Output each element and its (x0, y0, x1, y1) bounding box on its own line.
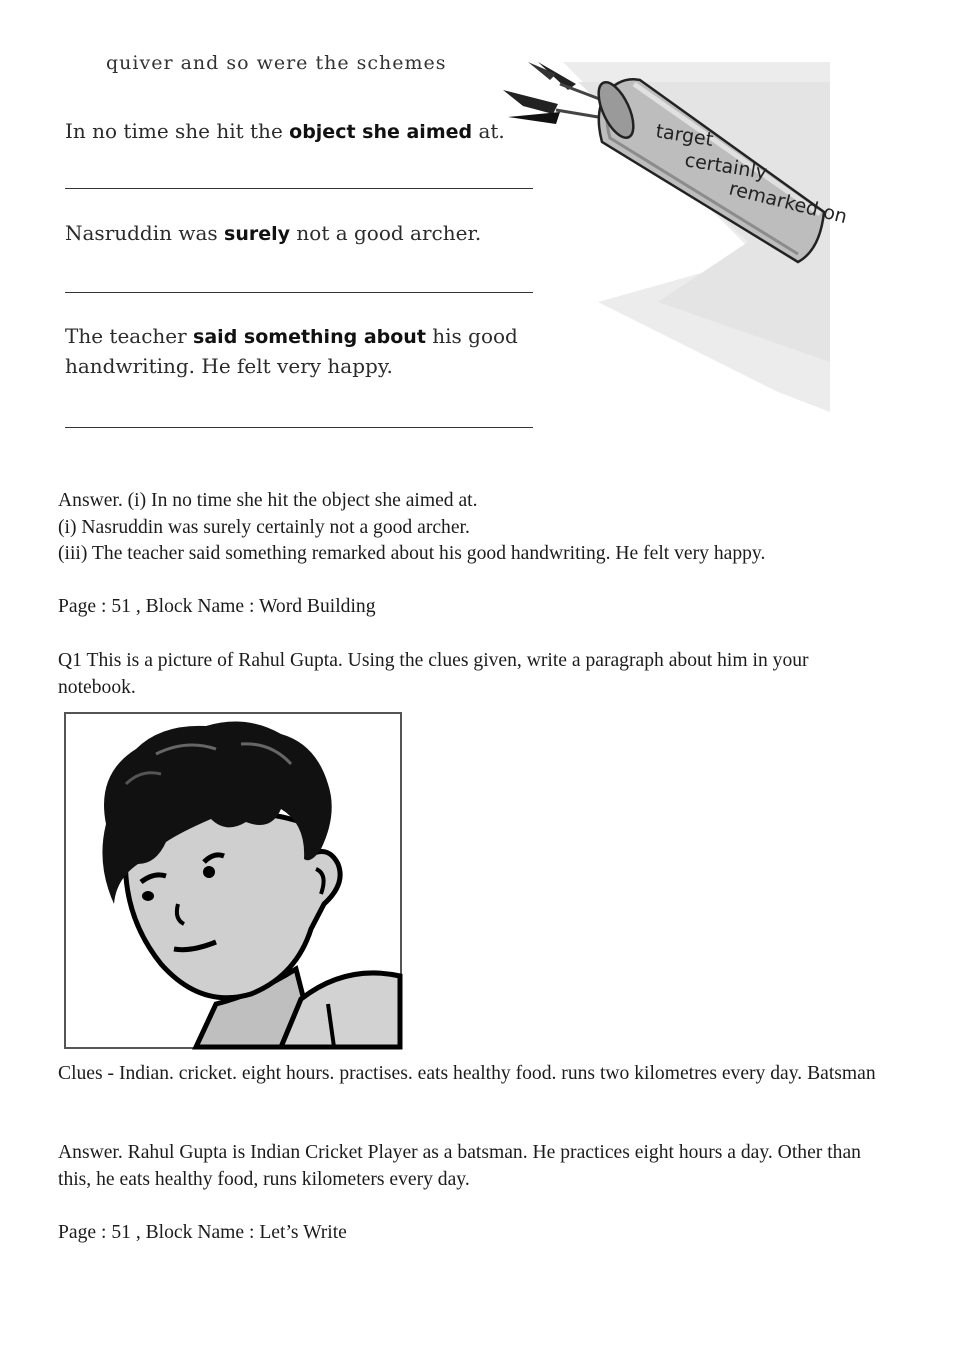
quiver-illustration (498, 62, 850, 282)
answer1-line3: (iii) The teacher said something remarked about his good handwriting. He felt very happy. (58, 543, 766, 564)
exercise-sentence-3-line2: handwriting. He felt very happy. (65, 354, 393, 378)
quiver-word-1: target (654, 120, 715, 151)
quiver-word-3: remarked on (726, 177, 850, 229)
page-reference-1: Page : 51 , Block Name : Word Building (58, 596, 376, 617)
question-1: Q1 This is a picture of Rahul Gupta. Using the clues given, write a paragraph about him in your notebook. (58, 650, 809, 698)
boy-face-illustration (66, 714, 400, 1047)
exercise-sentence-2: Nasruddin was surely not a good archer. (65, 221, 482, 245)
answer1-line2: (i) Nasruddin was surely certainly not a good archer. (58, 516, 470, 538)
quiver-word-2: certainly (683, 149, 769, 184)
exercise-scan (58, 52, 850, 434)
answer-line-2 (65, 292, 533, 293)
answer1-line1: Answer. (i) In no time she hit the object she aimed at. (58, 490, 478, 511)
arrow-feather-icon (538, 62, 576, 90)
answer-2: Answer. Rahul Gupta is Indian Cricket Player as a batsman. He practices eight hours a day. Other than this, he eats healthy food, runs kilometers every day. (58, 1142, 861, 1190)
page-reference-2: Page : 51 , Block Name : Let’s Write (58, 1222, 347, 1243)
exercise-sentence-1: In no time she hit the object she aimed at. (65, 119, 505, 143)
cutoff-text: quiver and so were the schemes (106, 52, 447, 74)
answer-line-1 (65, 188, 533, 189)
answer-block-1 (58, 488, 908, 568)
clues-text: Clues - Indian. cricket. eight hours. practises. eats healthy food. runs two kilometres every day. Batsman (58, 1063, 876, 1084)
answer-line-3 (65, 427, 533, 428)
exercise-sentence-3: The teacher said something about his good (65, 324, 518, 348)
rahul-gupta-portrait (64, 712, 402, 1049)
